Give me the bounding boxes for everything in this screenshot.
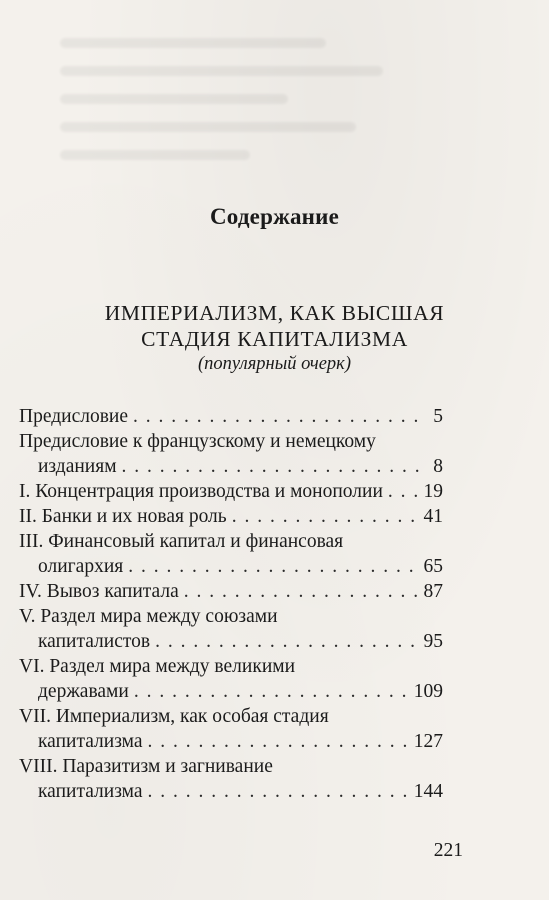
- toc-entry-title: VIII. Паразитизм и загнивание: [19, 756, 273, 777]
- show-through-text: [60, 20, 440, 210]
- dot-leader: [179, 579, 418, 604]
- toc-entry-title: VI. Раздел мира между великими: [19, 656, 296, 677]
- dot-leader: [143, 729, 408, 754]
- toc-entry-chapter-5[interactable]: [19, 604, 443, 654]
- toc-entry-chapter-1[interactable]: [19, 479, 443, 504]
- toc-page-number: 144: [413, 781, 443, 802]
- work-title-line-2: СТАДИЯ КАПИТАЛИЗМА: [141, 327, 408, 351]
- dot-leader: [150, 629, 417, 654]
- toc-entry-title: Предисловие к французскому и немецкому: [19, 431, 376, 452]
- toc-entry-chapter-4[interactable]: [19, 579, 443, 604]
- toc-entry-title: III. Финансовый капитал и финансовая: [19, 531, 344, 552]
- toc-page-number: 109: [413, 681, 443, 702]
- toc-page-number: 65: [423, 556, 443, 577]
- toc-entry-chapter-6[interactable]: [19, 654, 443, 704]
- contents-heading: Содержание: [210, 204, 339, 229]
- dot-leader: [227, 504, 418, 529]
- toc-entry-title-continued: капитализма: [38, 731, 143, 752]
- toc-entry-preface-editions[interactable]: [19, 429, 443, 479]
- toc-entry-title: I. Концентрация производства и монополии: [19, 481, 383, 502]
- toc-page-number: 5: [433, 406, 443, 427]
- toc-entry-title-continued: капиталистов: [38, 631, 151, 652]
- toc-entry-preface[interactable]: [19, 404, 443, 429]
- work-title: [0, 300, 549, 352]
- toc-entry-title-continued: олигархия: [38, 556, 124, 577]
- toc-page-number: 8: [433, 456, 443, 477]
- toc-page-number: 87: [423, 581, 443, 602]
- toc-entry-chapter-2[interactable]: [19, 504, 443, 529]
- dot-leader: [123, 554, 417, 579]
- work-title-line-1: ИМПЕРИАЛИЗМ, КАК ВЫСШАЯ: [104, 301, 445, 325]
- dot-leader: [143, 779, 408, 804]
- dot-leader: [128, 404, 427, 429]
- toc-entry-chapter-3[interactable]: [19, 529, 443, 579]
- toc-entry-title: Предисловие: [19, 406, 129, 427]
- toc-entry-title-continued: державами: [38, 681, 129, 702]
- toc-page-number: 95: [423, 631, 443, 652]
- dot-leader: [129, 679, 408, 704]
- toc-entry-title: IV. Вывоз капитала: [19, 581, 179, 602]
- dot-leader: [383, 479, 418, 504]
- toc-entry-title: V. Раздел мира между союзами: [19, 606, 278, 627]
- toc-entry-title: II. Банки и их новая роль: [19, 506, 227, 527]
- toc-entry-title-continued: капитализма: [38, 781, 143, 802]
- toc-entry-chapter-8[interactable]: [19, 754, 443, 804]
- toc-entry-title: VII. Империализм, как особая стадия: [19, 706, 329, 727]
- toc-page-number: 41: [423, 506, 443, 527]
- toc-entry-title-continued: изданиям: [38, 456, 117, 477]
- page-number: 221: [433, 840, 463, 861]
- work-subtitle: (популярный очерк): [198, 354, 351, 374]
- dot-leader: [117, 454, 428, 479]
- table-of-contents: [19, 404, 443, 804]
- toc-page-number: 19: [423, 481, 443, 502]
- toc-page-number: 127: [413, 731, 443, 752]
- toc-entry-chapter-7[interactable]: [19, 704, 443, 754]
